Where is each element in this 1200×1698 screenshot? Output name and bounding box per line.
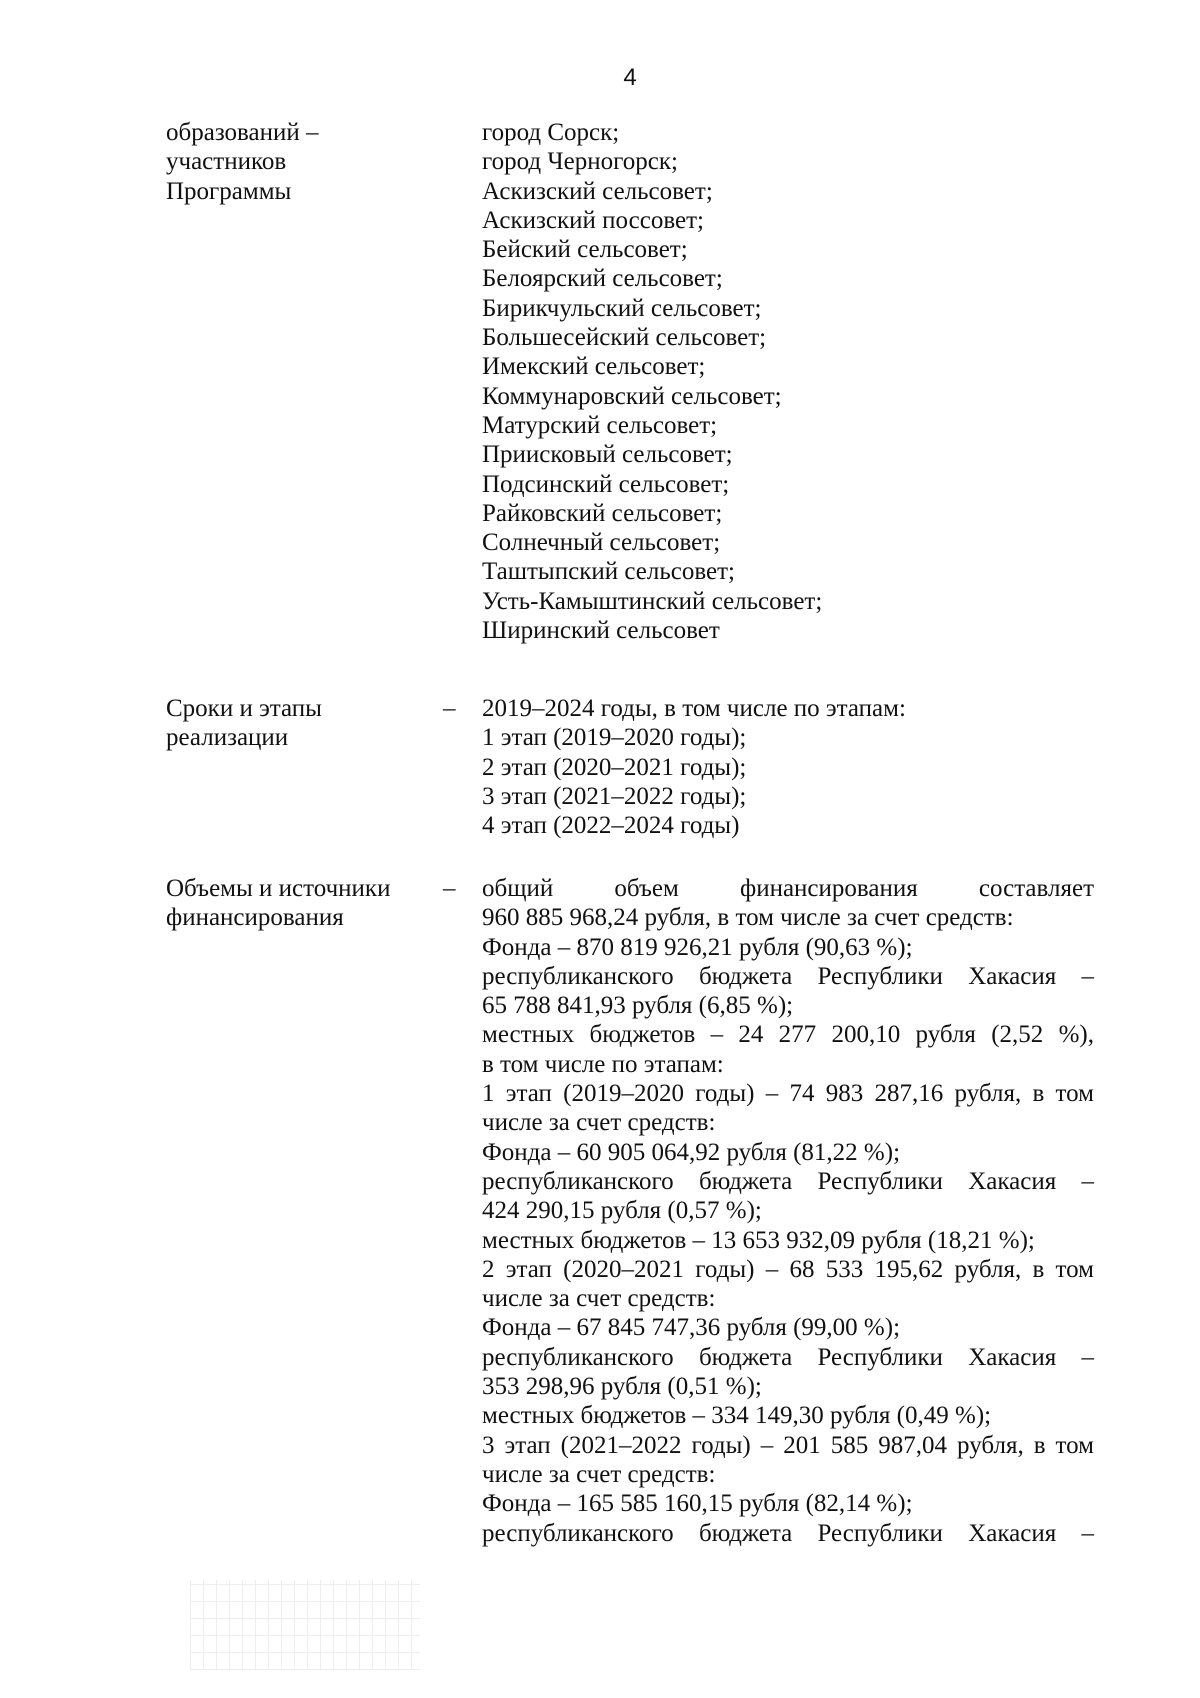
label-line: участников [166,148,287,176]
label-line: Программы [166,177,292,205]
paragraph-line: Фонда – 60 905 064,92 рубля (81,22 %); [482,1138,901,1166]
paragraph-line: местных бюджетов – 13 653 932,09 рубля (18,21 %); [482,1226,1035,1254]
list-item: Солнечный сельсовет; [482,529,721,557]
paragraph-line: республиканского бюджета Республики Хакасия – [482,1343,1094,1371]
label-line: финансирования [166,904,344,932]
label-line: Объемы и источники [166,875,391,902]
paragraph-line: Фонда – 870 819 926,21 рубля (90,63 %); [482,933,913,961]
list-item: 4 этап (2022–2024 годы) [482,812,740,840]
paragraph-line: числе за счет средств: [482,1285,716,1313]
list-item: Большесейский сельсовет; [482,324,767,352]
list-item: Приисковый сельсовет; [482,441,733,469]
list-item: Ширинский сельсовет [482,617,720,645]
paragraph-line: Фонда – 165 585 160,15 рубля (82,14 %); [482,1490,913,1518]
paragraph-line: 2 этап (2020–2021 годы) – 68 533 195,62 рубля, в том [482,1255,1094,1283]
list-item: Матурский сельсовет; [482,411,718,439]
list-item: 2 этап (2020–2021 годы); [482,753,747,781]
funding-label [166,874,390,933]
list-item: Усть-Камыштинский сельсовет; [482,587,823,615]
paragraph-line: местных бюджетов – 334 149,30 рубля (0,49 %); [482,1402,992,1430]
list-item: Бирикчульский сельсовет; [482,294,762,322]
participants-list [482,118,1094,645]
paragraph-line: в том числе по этапам: [482,1050,724,1078]
paragraph-line: 424 290,15 рубля (0,57 %); [482,1197,762,1225]
list-item: Коммунаровский сельсовет; [482,382,782,410]
label-line: реализации [166,724,289,752]
paragraph-line: Фонда – 67 845 747,36 рубля (99,00 %); [482,1314,901,1342]
list-item: город Черногорск; [482,148,678,176]
terms-label [166,694,322,753]
paragraph-line: числе за счет средств: [482,1109,716,1137]
funding-text [482,874,1094,1548]
paragraph-line: 65 788 841,93 рубля (6,85 %); [482,992,794,1020]
paragraph-line: 3 этап (2021–2022 годы) – 201 585 987,04 рубля, в том [482,1431,1094,1459]
list-item: город Сорск; [482,119,620,146]
list-item: 3 этап (2021–2022 годы); [482,782,747,810]
list-item: Подсинский сельсовет; [482,470,730,498]
paragraph-line: республиканского бюджета Республики Хакасия – [482,1519,1094,1547]
participants-label [166,118,319,206]
terms-dash: – [443,695,456,722]
scan-speckle [190,1580,420,1670]
list-item: Аскизский поссовет; [482,206,704,234]
list-item: Имекский сельсовет; [482,353,706,381]
paragraph-line: местных бюджетов – 24 277 200,10 рубля (2,52 %), [482,1021,1094,1049]
paragraph-line: 960 885 968,24 рубля, в том числе за счет средств: [482,904,1014,932]
paragraph-line: числе за счет средств: [482,1460,716,1488]
label-line: Сроки и этапы [166,695,322,722]
list-item: Аскизский сельсовет; [482,177,713,205]
paragraph-line: 1 этап (2019–2020 годы) – 74 983 287,16 рубля, в том [482,1080,1094,1108]
funding-dash: – [443,875,456,902]
page-number: 4 [623,64,637,91]
terms-list [482,694,1094,840]
list-item: Таштыпский сельсовет; [482,558,735,586]
paragraph-line: республиканского бюджета Республики Хакасия – [482,1167,1094,1195]
list-item: Бейский сельсовет; [482,236,688,264]
list-item: 1 этап (2019–2020 годы); [482,724,747,752]
paragraph-line: общий объем финансирования составляет [482,875,1094,902]
list-item: Белоярский сельсовет; [482,265,723,293]
list-item: Райковский сельсовет; [482,499,723,527]
paragraph-line: республиканского бюджета Республики Хакасия – [482,962,1094,990]
list-item: 2019–2024 годы, в том числе по этапам: [482,695,906,722]
label-line: образований – [166,119,319,146]
paragraph-line: 353 298,96 рубля (0,51 %); [482,1373,762,1401]
